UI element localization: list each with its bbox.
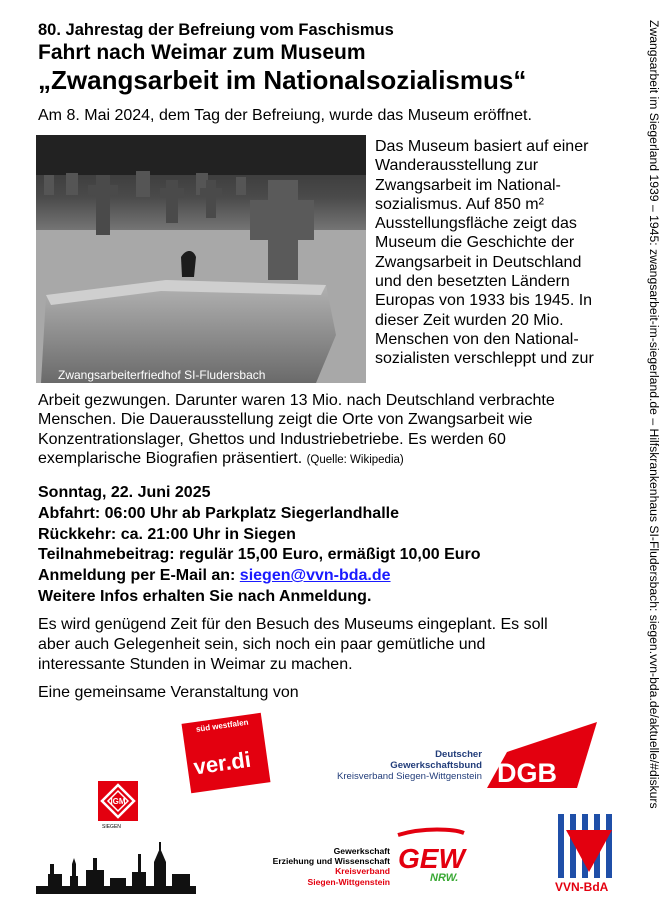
igm-emblem-icon [98, 781, 138, 821]
event-more-info: Weitere Infos erhalten Sie nach Anmeldung. [38, 587, 372, 605]
dgb-name: DGB [497, 758, 557, 788]
body-line: Europas von 1933 bis 1945. In [375, 292, 593, 310]
organizers-intro: Eine gemeinsame Veranstaltung von [38, 684, 299, 701]
sidebar-text: Zwangsarbeit im Siegerland 1939 – 1945: zwangsarbeit-im-siegerland.de – Hilfskrankenhaus SI-Fludersbach: siegen.vvn-bda.de/aktuelle/#diskurs [647, 20, 661, 809]
intro-sentence: Am 8. Mai 2024, dem Tag der Befreiung, wurde das Museum eröffnet. [38, 107, 532, 124]
title-line-1: Fahrt nach Weimar zum Museum [38, 41, 366, 64]
verdi-tagline: süd westfalen [195, 717, 249, 734]
vvn-name: VVN-BdA [555, 880, 609, 894]
cemetery-photo-image [36, 135, 366, 383]
dgb-line-1: Deutscher [435, 749, 482, 760]
dgb-text [324, 749, 482, 771]
body-line: Arbeit gezwungen. Darunter waren 13 Mio. nach Deutschland verbrachte [38, 392, 555, 409]
body-line: Konzentrationslager, Ghettos und Industriebetriebe. Es werden 60 [38, 430, 506, 448]
gew-nrw: NRW. [430, 872, 459, 884]
body-line: Museum die Geschichte der [375, 234, 575, 252]
closing-line: aber auch Gelegenheit sein, sich noch ein paar gemütliche und [38, 635, 486, 653]
title-line-2: „Zwangsarbeit im Nationalsozialismus“ [38, 65, 527, 95]
gew-line-4: Siegen-Wittgenstein [307, 876, 390, 887]
event-registration [38, 566, 481, 587]
email-link[interactable]: siegen@vvn-bda.de [239, 567, 391, 585]
body-line: Zwangsarbeit im National- [375, 176, 561, 194]
igm-caption: SIEGEN [102, 824, 121, 830]
body-line: Das Museum basiert auf einer [375, 138, 589, 155]
dgb-line-3: Kreisverband Siegen-Wittgenstein [336, 771, 482, 782]
closing-line: interessante Stunden in Weimar zu machen. [38, 655, 353, 673]
body-line: Wanderausstellung zur [375, 157, 539, 175]
vertical-sidebar [645, 20, 663, 900]
gew-text [248, 846, 390, 887]
gew-name: GEW [398, 843, 465, 874]
body-line: dieser Zeit wurden 20 Mio. [375, 311, 564, 329]
verdi-name: ver.di [191, 746, 253, 780]
photo-caption: Zwangsarbeiterfriedhof SI-Fludersbach [58, 368, 266, 382]
body-line: sozialismus. Auf 850 m² [375, 195, 544, 213]
event-date: Sonntag, 22. Juni 2025 [38, 484, 211, 501]
body-line: Menschen von den National- [375, 330, 579, 348]
event-details [38, 483, 481, 608]
registration-label: Anmeldung per E-Mail an: [38, 567, 240, 585]
igm-letters: IGM [110, 797, 126, 806]
closing-paragraph [38, 615, 628, 674]
event-departure: Abfahrt: 06:00 Uhr ab Parkplatz Siegerlandhalle [38, 504, 399, 522]
body-line: exemplarische Biografien präsentiert. [38, 449, 303, 467]
body-line: Zwangsarbeit in Deutschland [375, 253, 582, 271]
igm-logo [98, 781, 138, 821]
closing-line: Es wird genügend Zeit für den Besuch des Museums eingeplant. Es soll [38, 616, 548, 633]
cemetery-photo [36, 135, 366, 383]
kicker-headline: 80. Jahrestag der Befreiung vom Faschismus [38, 21, 394, 39]
gew-line-3: Kreisverband [335, 866, 390, 877]
event-fee: Teilnahmebeitrag: regulär 15,00 Euro, ermäßigt 10,00 Euro [38, 546, 481, 564]
body-line: und den besetzten Ländern [375, 273, 570, 291]
body-line-last [38, 449, 628, 470]
body-line: Menschen. Die Dauerausstellung zeigt die Orte von Zwangsarbeit wie [38, 411, 533, 429]
dgb-line-2: Gewerkschaftsbund [390, 760, 482, 771]
source-note: (Quelle: Wikipedia) [306, 453, 404, 466]
body-side-text [375, 137, 620, 369]
body-line: sozialisten verschleppt und zur [375, 350, 594, 368]
city-skyline-icon [36, 842, 196, 894]
verdi-logo [182, 713, 271, 793]
gew-line-2: Erziehung und Wissenschaft [272, 856, 390, 867]
gew-line-1: Gewerkschaft [333, 846, 390, 856]
event-return: Rückkehr: ca. 21:00 Uhr in Siegen [38, 525, 296, 543]
body-line: Ausstellungsfläche zeigt das [375, 215, 577, 233]
body-continued-text [38, 391, 628, 470]
vvn-triangle-icon [558, 814, 620, 878]
